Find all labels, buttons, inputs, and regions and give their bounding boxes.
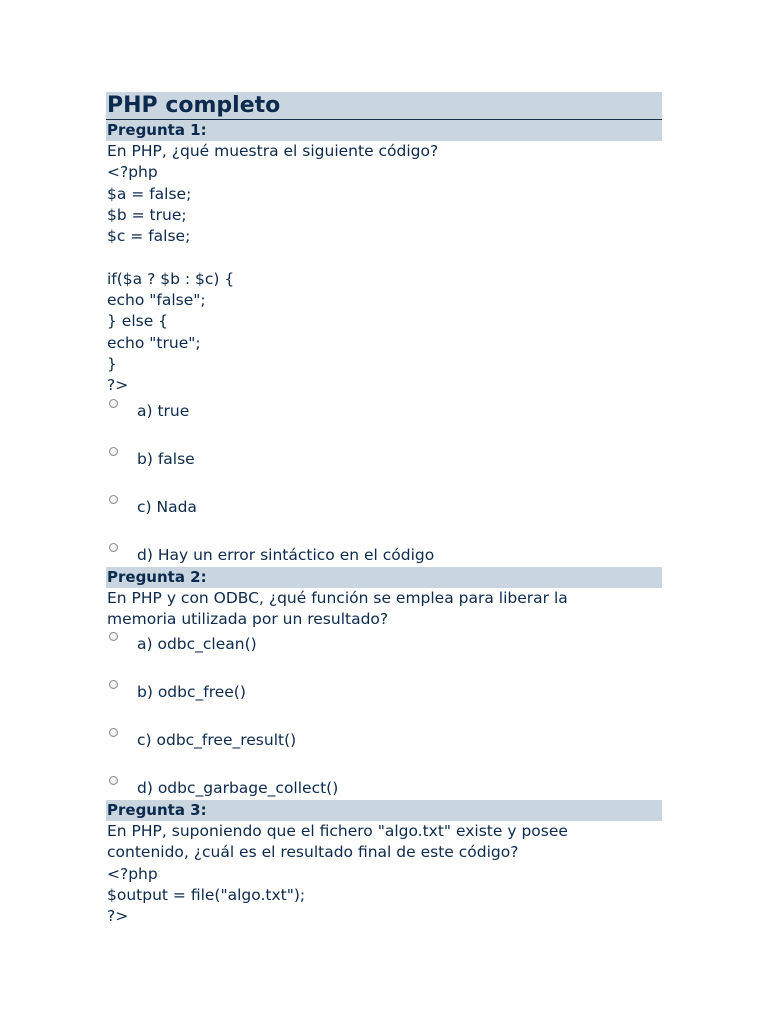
- option-label: a) odbc_clean(): [137, 635, 257, 654]
- question-1-options: [106, 399, 662, 567]
- question-2-header: Pregunta 2:: [106, 567, 662, 588]
- question-2-option-d[interactable]: [106, 776, 662, 800]
- question-2-text: En PHP y con ODBC, ¿qué función se emplea para liberar la memoria utilizada por un resultado?: [107, 588, 568, 628]
- option-label: c) Nada: [137, 497, 197, 516]
- radio-button-icon[interactable]: [109, 776, 118, 785]
- radio-button-icon[interactable]: [109, 399, 118, 408]
- radio-button-icon[interactable]: [109, 632, 118, 641]
- option-label: d) odbc_garbage_collect(): [137, 779, 339, 798]
- question-3-text: En PHP, suponiendo que el fichero "algo.txt" existe y posee contenido, ¿cuál es el resultado final de este código?: [107, 822, 568, 862]
- radio-button-icon[interactable]: [109, 728, 118, 737]
- radio-button-icon[interactable]: [109, 447, 118, 456]
- document-page: [106, 92, 662, 928]
- question-1: [106, 120, 662, 567]
- question-1-option-d[interactable]: [106, 543, 662, 567]
- document-title: PHP completo: [106, 92, 662, 120]
- question-1-header: Pregunta 1:: [106, 120, 662, 141]
- question-1-text: En PHP, ¿qué muestra el siguiente código?: [107, 142, 439, 160]
- question-1-option-a[interactable]: [106, 399, 662, 447]
- option-label: b) odbc_free(): [137, 683, 246, 702]
- question-3-header: Pregunta 3:: [106, 800, 662, 821]
- option-label: c) odbc_free_result(): [137, 731, 297, 750]
- question-1-option-c[interactable]: [106, 495, 662, 543]
- radio-button-icon[interactable]: [109, 495, 118, 504]
- option-label: b) false: [137, 449, 195, 468]
- question-2-option-a[interactable]: [106, 632, 662, 680]
- option-label: d) Hay un error sintáctico en el código: [137, 545, 435, 564]
- question-1-option-b[interactable]: [106, 447, 662, 495]
- question-3-code: <?php $output = file("algo.txt"); ?>: [107, 864, 306, 926]
- question-1-code: <?php $a = false; $b = true; $c = false; if($a ? $b : $c) { echo "false"; } else { echo "true"; } ?>: [107, 163, 235, 395]
- option-label: a) true: [137, 401, 190, 420]
- radio-button-icon[interactable]: [109, 680, 118, 689]
- question-2-option-b[interactable]: [106, 680, 662, 728]
- question-3: [106, 800, 662, 927]
- question-2-option-c[interactable]: [106, 728, 662, 776]
- question-2-options: [106, 632, 662, 800]
- question-2: [106, 567, 662, 801]
- radio-button-icon[interactable]: [109, 543, 118, 552]
